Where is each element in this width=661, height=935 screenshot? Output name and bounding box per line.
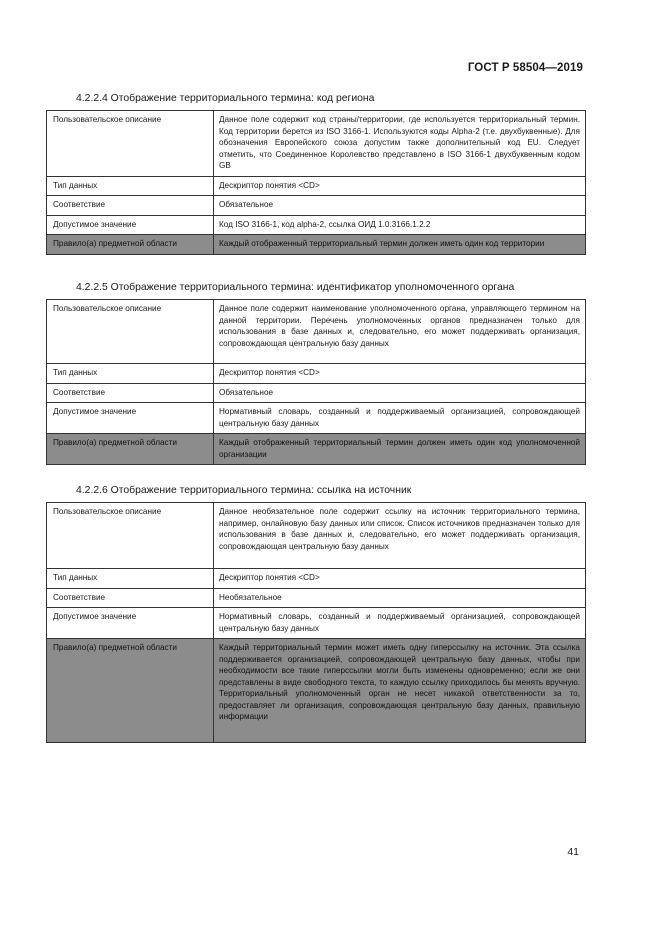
row-value: Каждый отображенный территориальный термин должен иметь один код территории [214,235,586,255]
table-row [47,176,586,196]
row-value: Нормативный словарь, созданный и поддерживаемый организацией, сопровождающей центральную базу данных [214,608,586,639]
table-row-highlighted [47,235,586,255]
table-row [47,300,586,364]
attribute-table [46,502,586,743]
table-row-highlighted [47,639,586,743]
table-row [47,569,586,589]
table-row [47,503,586,569]
row-value: Данное поле содержит наименование уполномоченного органа, управляющего термином на данной территории. Перечень уполномоченных органов предназначен только для использования в базе данных и, следовательно, его может поддерживать организация, сопровождающая центральную базу данных [214,300,586,364]
section-authority-id [46,282,586,465]
row-value: Нормативный словарь, созданный и поддерживаемый организацией, сопровождающей центральную базу данных [214,403,586,434]
row-value: Обязательное [214,196,586,216]
table-row [47,403,586,434]
page-number: 41 [567,846,579,858]
row-key: Пользовательское описание [47,503,214,569]
table-row [47,111,586,177]
row-key: Тип данных [47,176,214,196]
row-key: Тип данных [47,364,214,384]
row-key: Допустимое значение [47,215,214,235]
row-key: Пользовательское описание [47,111,214,177]
row-key: Правило(а) предметной области [47,639,214,743]
row-key: Соответствие [47,588,214,608]
row-value: Необязательное [214,588,586,608]
row-value: Дескриптор понятия <CD> [214,176,586,196]
table-row-highlighted [47,434,586,465]
table-row [47,364,586,384]
row-value: Каждый отображенный территориальный термин должен иметь один код уполномоченной организации [214,434,586,465]
section-title: 4.2.2.4 Отображение территориального термина: код региона [76,93,375,104]
attribute-table [46,299,586,465]
section-source-link [46,485,586,743]
row-key: Пользовательское описание [47,300,214,364]
row-key: Тип данных [47,569,214,589]
row-key: Правило(а) предметной области [47,434,214,465]
row-key: Соответствие [47,196,214,216]
row-value: Данное необязательное поле содержит ссылку на источник территориального термина, например, онлайновую базу данных или список. Список источников предназначен только для использования в базе данных и, следовательно, его может поддерживать организация, сопровождающая центральную базу данных [214,503,586,569]
document-code: ГОСТ Р 58504—2019 [467,62,583,74]
row-value: Каждый территориальный термин может иметь одну гиперссылку на источник. Эта ссылка поддерживается организацией, сопровождающей центральную базу данных, чтобы при необходимости все такие гиперссылки могли быть изменены одновременно; если же они представлены в виде свободного текста, то каждую ссылку приходилось бы менять вручную. Территориальный уполномоченный орган не несет никакой ответственности за то, предоставляет ли организация, сопровождающая центральную базу данных, правильную информации [214,639,586,743]
table-row [47,608,586,639]
section-title: 4.2.2.5 Отображение территориального термина: идентификатор уполномоченного органа [76,282,515,293]
row-value: Дескриптор понятия <CD> [214,364,586,384]
section-region-code [46,93,586,255]
row-key: Правило(а) предметной области [47,235,214,255]
row-value: Код ISO 3166-1, код alpha-2, ссылка ОИД 1.0.3166.1.2.2 [214,215,586,235]
table-row [47,215,586,235]
attribute-table [46,110,586,255]
row-value: Данное поле содержит код страны/территории, где используется территориальный термин. Код территории берется из ISO 3166-1. Используются коды Alpha-2 (т.е. двухбуквенные). Для обозначения Европейского союза допустим также дополнительный код EU. Следует отметить, что Соединенное Королевство представлено в ISO 3166-1 двухбуквенным кодом GB [214,111,586,177]
row-key: Соответствие [47,383,214,403]
row-key: Допустимое значение [47,403,214,434]
row-key: Допустимое значение [47,608,214,639]
row-value: Дескриптор понятия <CD> [214,569,586,589]
table-row [47,588,586,608]
section-title: 4.2.2.6 Отображение территориального термина: ссылка на источник [76,485,412,496]
table-row [47,383,586,403]
table-row [47,196,586,216]
row-value: Обязательное [214,383,586,403]
